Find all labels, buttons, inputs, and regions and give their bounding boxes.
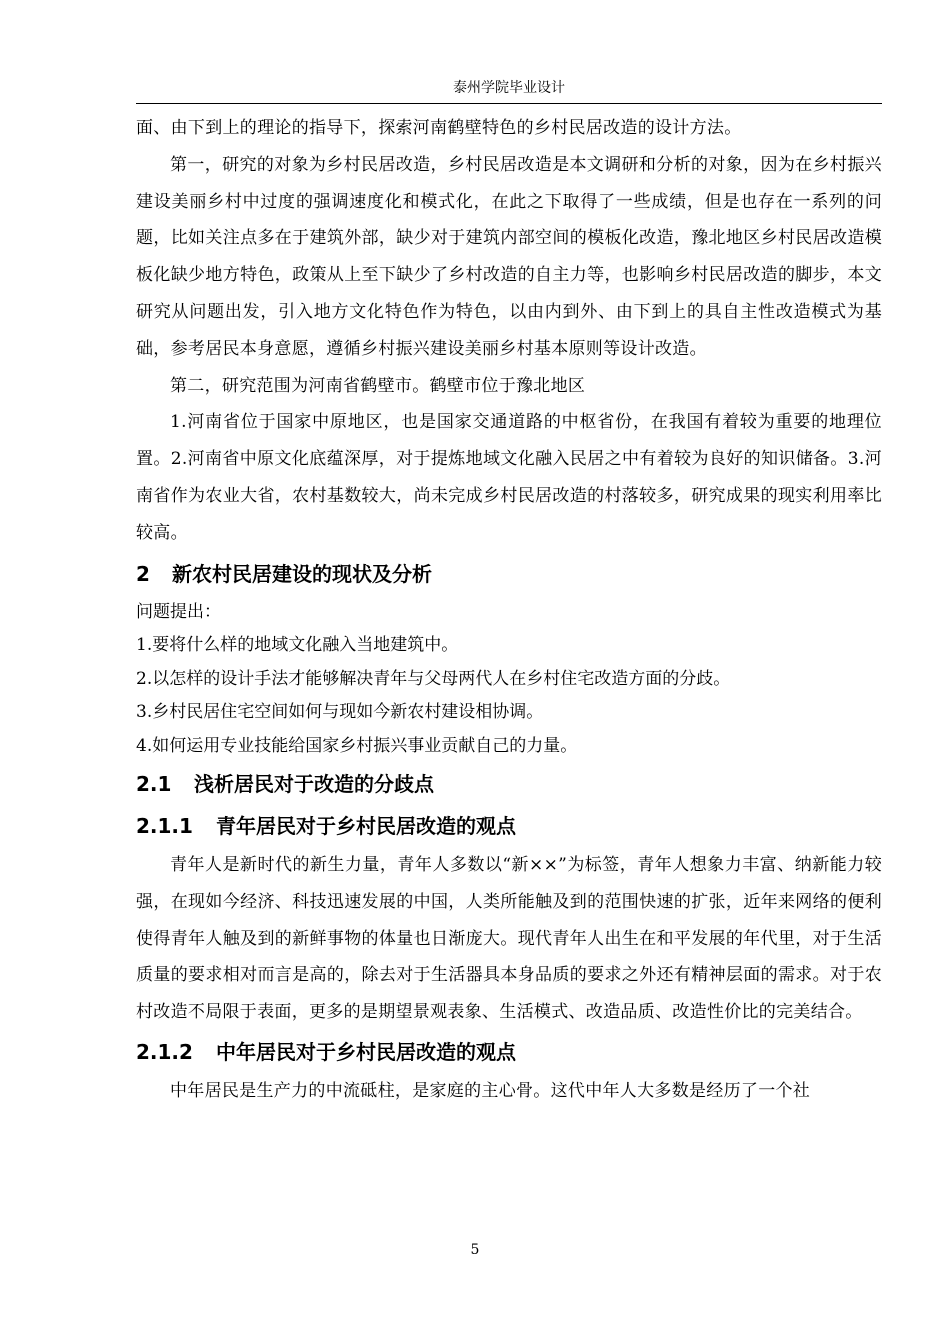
- page-header: 泰州学院毕业设计: [453, 80, 565, 96]
- subsubsection-title: 中年居民对于乡村民居改造的观点: [216, 1040, 516, 1065]
- paragraph: 中年居民是生产力的中流砥柱，是家庭的主心骨。这代中年人大多数是经历了一个社: [170, 1081, 811, 1102]
- subsubsection-number: 2.1.2: [136, 1040, 193, 1065]
- subsubsection-number: 2.1.1: [136, 814, 193, 839]
- paragraph: 第二，研究范围为河南省鹤壁市。鹤壁市位于豫北地区: [170, 375, 586, 396]
- section-number: 2: [136, 561, 150, 586]
- section-title: 新农村民居建设的现状及分析: [172, 561, 432, 586]
- paragraph: 青年人是新时代的新生力量，青年人多数以“新××”为标签，青年人想象力丰富、纳新能力较强，在现如今经济、科技迅速发展的中国，人类所能触及到的范围快速的扩张，近年来网络的便利使得青年人触及到的新鲜事物的体量也日渐庞大。现代青年人出生在和平发展的年代里，对于生活质量的要求相对而言是高的，除去对于生活器具本身品质的要求之外还有精神层面的需求。对于农村改造不局限于表面，更多的是期望景观表象、生活模式、改造品质、改造性价比的完美结合。: [136, 855, 882, 1023]
- paragraph: 第一，研究的对象为乡村民居改造，乡村民居改造是本文调研和分析的对象，因为在乡村振兴建设美丽乡村中过度的强调速度化和模式化，在此之下取得了一些成绩，但是也存在一系列的问题，比如关注点多在于建筑外部，缺少对于建筑内部空间的模板化改造，豫北地区乡村民居改造模板化缺少地方特色，政策从上至下缺少了乡村改造的自主力等，也影响乡村民居改造的脚步，本文研究从问题出发，引入地方文化特色作为特色，以由内到外、由下到上的具自主性改造模式为基础，参考居民本身意愿，遵循乡村振兴建设美丽乡村基本原则等设计改造。: [136, 154, 882, 359]
- document-body: [136, 110, 882, 1110]
- subsubsection-heading: [136, 1031, 882, 1073]
- list-intro: 问题提出：: [136, 601, 221, 622]
- list-item: 1.要将什么样的地域文化融入当地建筑中。: [136, 635, 459, 656]
- subsubsection-title: 青年居民对于乡村民居改造的观点: [216, 814, 516, 839]
- list-item: 3.乡村民居住宅空间如何与现如今新农村建设相协调。: [136, 702, 544, 723]
- subsubsection-heading: [136, 805, 882, 847]
- header-divider: [136, 103, 882, 104]
- subsection-number: 2.1: [136, 772, 172, 797]
- list-item: 4.如何运用专业技能给国家乡村振兴事业贡献自己的力量。: [136, 735, 578, 756]
- list-item: 2.以怎样的设计手法才能够解决青年与父母两代人在乡村住宅改造方面的分歧。: [136, 668, 731, 689]
- paragraph: 面、由下到上的理论的指导下，探索河南鹤壁特色的乡村民居改造的设计方法。: [136, 118, 742, 138]
- paragraph: 1.河南省位于国家中原地区，也是国家交通道路的中枢省份，在我国有着较为重要的地理位置。2.河南省中原文化底蕴深厚，对于提炼地域文化融入民居之中有着较为良好的知识储备。3.河南省作为农业大省，农村基数较大，尚未完成乡村民居改造的村落较多，研究成果的现实利用率比较高。: [136, 412, 882, 543]
- subsection-title: 浅析居民对于改造的分歧点: [194, 772, 434, 797]
- subsection-heading: [136, 763, 882, 805]
- page-number: 5: [470, 1242, 480, 1258]
- section-heading: [136, 552, 882, 596]
